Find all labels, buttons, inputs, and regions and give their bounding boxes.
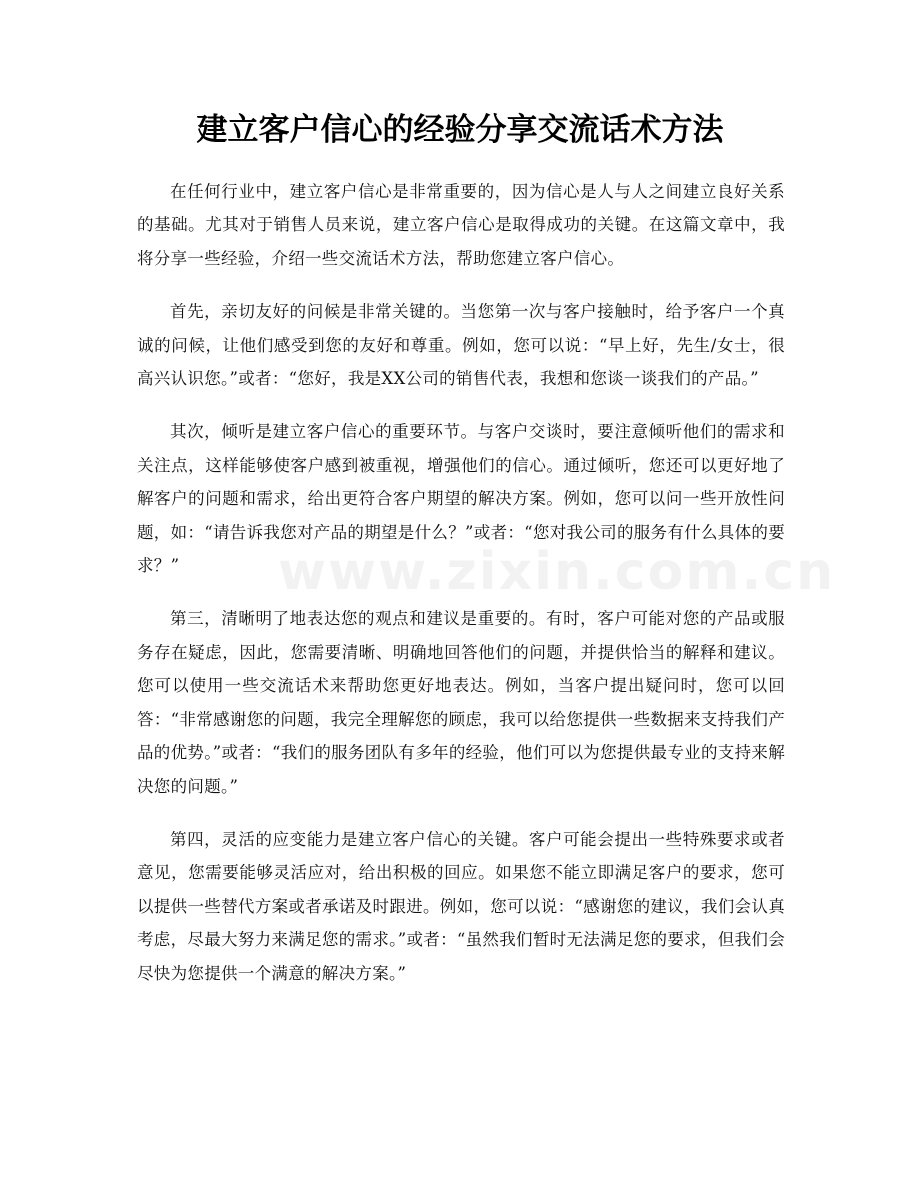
paragraph-adaptability: 第四，灵活的应变能力是建立客户信心的关键。客户可能会提出一些特殊要求或者意见，您需要能够灵活应对，给出积极的回应。如果您不能立即满足客户的要求，您可以提供一些替代方案或者承诺及时跟进。例如，您可以说：“感谢您的建议，我们会认真考虑，尽最大努力来满足您的需求。”或者：“虽然我们暂时无法满足您的要求，但我们会尽快为您提供一个满意的解决方案。”	[137, 829, 785, 983]
paragraph-listening: 其次，倾听是建立客户信心的重要环节。与客户交谈时，要注意倾听他们的需求和关注点，这样能够使客户感到被重视，增强他们的信心。通过倾听，您还可以更好地了解客户的问题和需求，给出更符合客户期望的解决方案。例如，您可以问一些开放性问题，如：“请告诉我您对产品的期望是什么？”或者：“您对我公司的服务有什么具体的要求？”	[137, 422, 785, 576]
paragraph-intro: 在任何行业中，建立客户信心是非常重要的，因为信心是人与人之间建立良好关系的基础。尤其对于销售人员来说，建立客户信心是取得成功的关键。在这篇文章中，我将分享一些经验，介绍一些交流话术方法，帮助您建立客户信心。	[137, 182, 785, 268]
watermark: www.zixin.com.cn	[278, 542, 836, 602]
paragraph-greeting: 首先，亲切友好的问候是非常关键的。当您第一次与客户接触时，给予客户一个真诚的问候，让他们感受到您的友好和尊重。例如，您可以说：“早上好，先生/女士，很高兴认识您。”或者：“您好，我是XX公司的销售代表，我想和您谈一谈我们的产品。”	[137, 302, 785, 389]
document-title: 建立客户信心的经验分享交流话术方法	[196, 112, 724, 148]
paragraph-expression: 第三，清晰明了地表达您的观点和建议是重要的。有时，客户可能对您的产品或服务存在疑虑，因此，您需要清晰、明确地回答他们的问题，并提供恰当的解释和建议。您可以使用一些交流话术来帮助您更好地表达。例如，当客户提出疑问时，您可以回答：“非常感谢您的问题，我完全理解您的顾虑，我可以给您提供一些数据来支持我们产品的优势。”或者：“我们的服务团队有多年的经验，他们可以为您提供最专业的支持来解决您的问题。”	[137, 609, 785, 796]
document-body	[137, 175, 836, 1010]
